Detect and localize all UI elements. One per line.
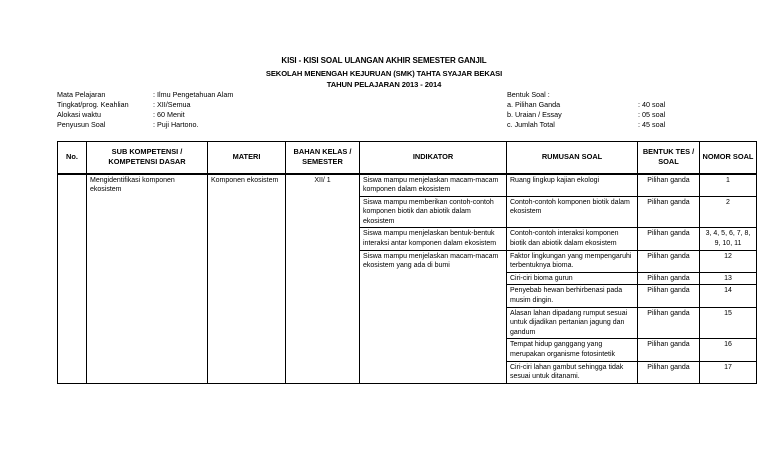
info-label: Tingkat/prog. Keahlian [57, 100, 129, 109]
cell-rumusan: Contoh-contoh interaksi komponen biotik dan abiotik dalam ekosistem [507, 228, 638, 250]
cell-bentuk: Pilihan ganda [638, 307, 700, 339]
cell-bentuk: Pilihan ganda [638, 272, 700, 285]
header-bentuk-tes: BENTUK TES / SOAL [638, 142, 700, 174]
kisi-kisi-table [57, 141, 757, 384]
info-value: : Ilmu Pengetahuan Alam [153, 90, 234, 99]
info-value: : XII/Semua [153, 100, 191, 109]
cell-nomor: 15 [700, 307, 757, 339]
cell-indikator: Siswa mampu memberikan contoh-contoh komponen biotik dan abiotik dalam ekosistem [360, 196, 507, 228]
academic-year: TAHUN PELAJARAN 2013 - 2014 [326, 80, 442, 89]
document-title: KISI - KISI SOAL ULANGAN AKHIR SEMESTER GANJIL [281, 56, 487, 65]
cell-rumusan: Contoh-contoh komponen biotik dalam ekosistem [507, 196, 638, 228]
cell-nomor: 12 [700, 250, 757, 272]
info-label: a. Pilihan Ganda [507, 100, 561, 109]
info-label: b. Uraian / Essay [507, 110, 562, 119]
cell-bentuk: Pilihan ganda [638, 228, 700, 250]
cell-rumusan: Ciri-ciri lahan gambut sehingga tidak sesuai untuk ditanami. [507, 361, 638, 383]
header-rumusan-soal: RUMUSAN SOAL [507, 142, 638, 174]
cell-rumusan: Penyebab hewan berhirbenasi pada musim dingin. [507, 285, 638, 307]
header-nomor-soal: NOMOR SOAL [700, 142, 757, 174]
cell-bentuk: Pilihan ganda [638, 361, 700, 383]
info-value: : 40 soal [638, 100, 666, 109]
info-label: Penyusun Soal [57, 120, 106, 129]
info-label: Mata Pelajaran [57, 90, 106, 99]
cell-nomor: 13 [700, 272, 757, 285]
header-sub-kompetensi: SUB KOMPETENSI / KOMPETENSI DASAR [87, 142, 208, 174]
header-indikator: INDIKATOR [360, 142, 507, 174]
cell-rumusan: Faktor lingkungan yang mempengaruhi terbentuknya bioma. [507, 250, 638, 272]
school-name: SEKOLAH MENENGAH KEJURUAN (SMK) TAHTA SYAJAR BEKASI [265, 69, 503, 78]
cell-bahan-kelas: XII/ 1 [286, 174, 360, 384]
cell-indikator: Siswa mampu menjelaskan bentuk-bentuk interaksi antar komponen dalam ekosistem [360, 228, 507, 250]
cell-bentuk: Pilihan ganda [638, 196, 700, 228]
table-row [58, 174, 757, 197]
header-no: No. [58, 142, 87, 174]
header-bahan-kelas: BAHAN KELAS / SEMESTER [286, 142, 360, 174]
cell-sub-kompetensi: Mengidentifikasi komponen ekosistem [87, 174, 208, 384]
table-header-row [58, 142, 757, 174]
info-value: : 05 soal [638, 110, 666, 119]
info-label: c. Jumlah Total [507, 120, 555, 129]
info-label: Bentuk Soal : [507, 90, 550, 99]
cell-nomor: 16 [700, 339, 757, 361]
cell-nomor: 17 [700, 361, 757, 383]
info-value: : 45 soal [638, 120, 666, 129]
info-value: : Puji Hartono. [153, 120, 199, 129]
cell-rumusan: Alasan lahan dipadang rumput sesuai untuk dijadikan pertanian jagung dan gandum [507, 307, 638, 339]
cell-indikator: Siswa mampu menjelaskan macam-macam ekosistem yang ada di bumi [360, 250, 507, 383]
info-value: : 60 Menit [153, 110, 185, 119]
cell-bentuk: Pilihan ganda [638, 250, 700, 272]
cell-materi: Komponen ekosistem [208, 174, 286, 384]
cell-no [58, 174, 87, 384]
cell-indikator: Siswa mampu menjelaskan macam-macam komponen dalam ekosistem [360, 174, 507, 197]
cell-bentuk: Pilihan ganda [638, 285, 700, 307]
header-materi: MATERI [208, 142, 286, 174]
cell-rumusan: Tempat hidup ganggang yang merupakan organisme fotosintetik [507, 339, 638, 361]
cell-bentuk: Pilihan ganda [638, 174, 700, 197]
cell-rumusan: Ciri-ciri bioma gurun [507, 272, 638, 285]
cell-nomor: 1 [700, 174, 757, 197]
cell-nomor: 3, 4, 5, 6, 7, 8, 9, 10, 11 [700, 228, 757, 250]
cell-bentuk: Pilihan ganda [638, 339, 700, 361]
info-label: Alokasi waktu [57, 110, 101, 119]
cell-nomor: 2 [700, 196, 757, 228]
info-right [507, 90, 747, 130]
info-left [57, 90, 317, 130]
cell-rumusan: Ruang lingkup kajian ekologi [507, 174, 638, 197]
cell-nomor: 14 [700, 285, 757, 307]
